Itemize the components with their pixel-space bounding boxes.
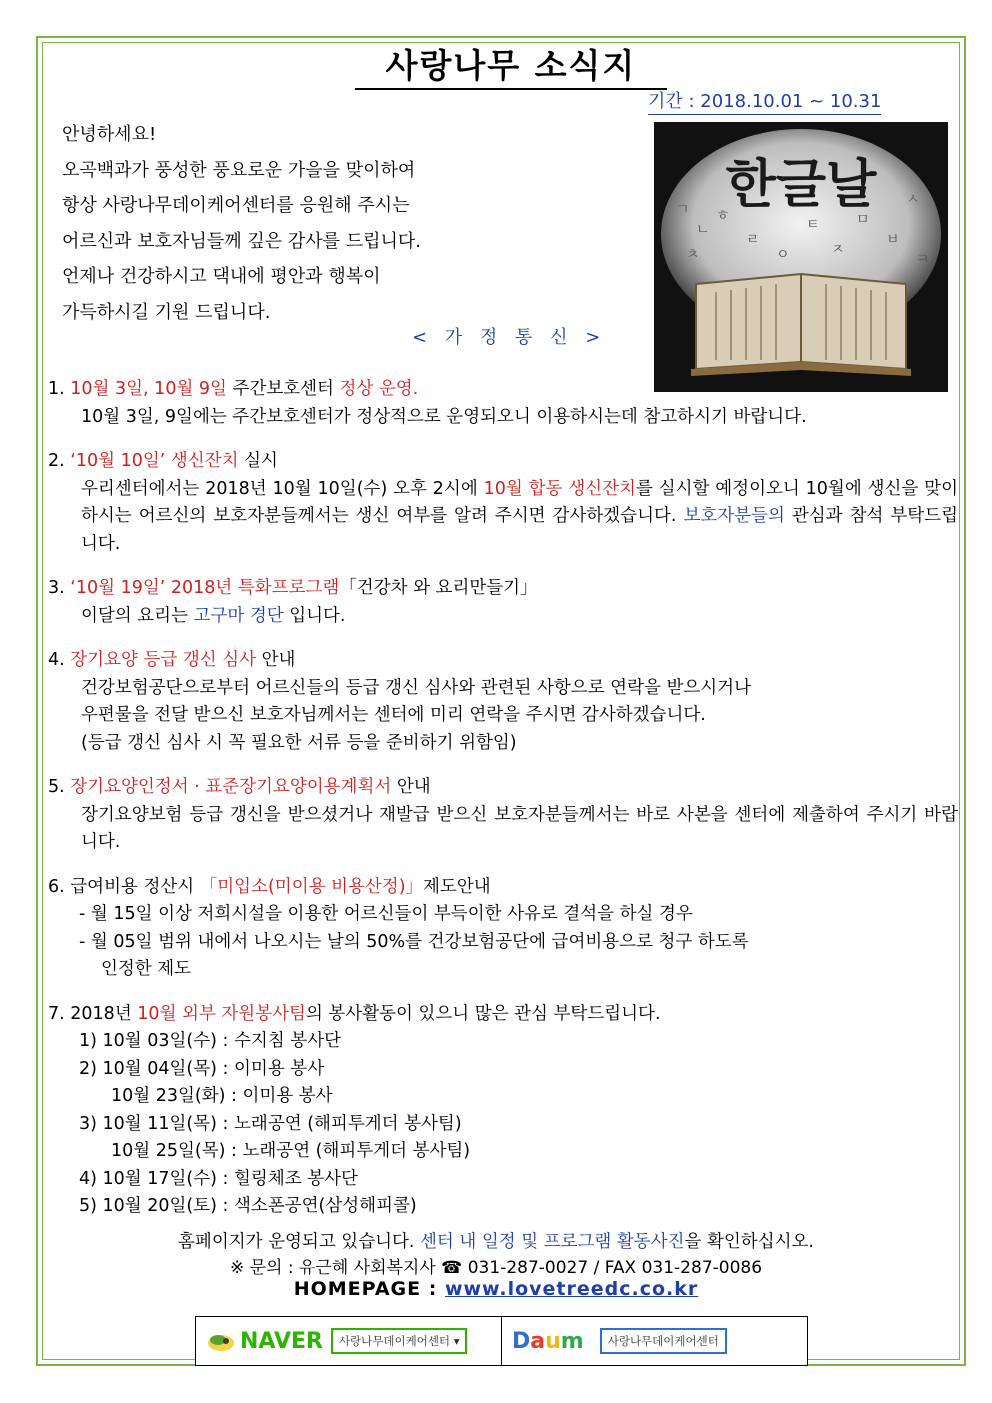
item-number: 5.	[48, 777, 65, 797]
schedule-row: 4) 10월 17일(수) : 힐링체조 봉사단	[79, 1168, 358, 1189]
item-body	[48, 603, 958, 631]
item-text: 의 봉사활동이 있으니 많은 관심 부탁드립니다.	[305, 1003, 661, 1024]
item-text: 를 실시할 예정이오니 10월에 생신을 맞이하시는 어르신의 보호자분들께서는 생신 여부를 알려 주시면 감사하겠습니다.	[81, 478, 958, 526]
item-highlight-blue: 보호자분들의	[683, 506, 785, 526]
notice-item-1	[48, 376, 958, 431]
naver-search-banner[interactable]	[196, 1317, 501, 1365]
item-highlight: 정상 운영.	[339, 379, 419, 399]
notice-item-7	[48, 1001, 958, 1221]
svg-text:ㅌ: ㅌ	[806, 217, 820, 233]
daum-search-banner[interactable]	[501, 1317, 807, 1365]
greeting-line: 항상 사랑나무데이케어센터를 응원해 주시는	[62, 195, 410, 216]
schedule-row: 10월 23일(화) : 이미용 봉사	[111, 1086, 333, 1106]
item-body-line: 우편물을 전달 받으신 보호자님께서는 센터에 미리 연락을 주시면 감사하겠습니다.	[81, 705, 706, 725]
item-highlight: ‘10월 10일’ 생신잔치	[70, 451, 239, 471]
schedule-row: 2) 10월 04일(목) : 이미용 봉사	[79, 1058, 325, 1079]
notice-item-6	[48, 874, 958, 984]
hangul-day-image	[654, 122, 948, 392]
svg-text:ㄹ: ㄹ	[746, 232, 760, 248]
search-banner	[195, 1316, 808, 1366]
notice-item-2	[48, 448, 958, 558]
item-dash-line: - 월 15일 이상 저희시설을 이용한 어르신들이 부득이한 사유로 결석을 하실 경우	[79, 904, 693, 924]
greeting-line: 오곡백과가 풍성한 풍요로운 가을을 맞이하여	[62, 159, 416, 181]
item-body: 10월 3일, 9일에는 주간보호센터가 정상적으로 운영되오니 이용하시는데 참고하시기 바랍니다.	[81, 406, 807, 427]
schedule-row: 1) 10월 03일(수) : 수지침 봉사단	[79, 1031, 342, 1051]
item-text: 급여비용 정산시	[70, 876, 200, 897]
homepage-line	[0, 1278, 992, 1300]
svg-text:ㅈ: ㅈ	[831, 242, 845, 258]
item-body-line: 건강보험공단으로부터 어르신들의 등급 갱신 심사와 관련된 사항으로 연락을 받으시거나	[81, 677, 751, 698]
item-dash-line: 인정한 제도	[101, 959, 192, 979]
hangul-day-text: 한글날	[725, 155, 877, 215]
greeting-line: 어르신과 보호자님들께 깊은 감사를 드립니다.	[62, 230, 421, 252]
leaf-icon	[206, 1328, 236, 1354]
item-highlight: 10월 3일, 10월 9일	[70, 379, 227, 399]
item-body	[48, 476, 958, 559]
greeting	[62, 117, 622, 330]
item-text: 안내	[391, 777, 431, 797]
svg-text:ㅎ: ㅎ	[716, 208, 730, 224]
item-highlight: ‘10월 19일’ 2018년 특화프로그램	[70, 578, 340, 598]
item-number: 1.	[48, 379, 65, 399]
homepage-notice	[0, 1228, 992, 1253]
item-text: 입니다.	[283, 605, 346, 626]
item-number: 7.	[48, 1003, 65, 1024]
item-number: 4.	[48, 650, 65, 670]
greeting-line: 가득하시길 기원 드립니다.	[62, 301, 271, 323]
notice-list	[48, 376, 958, 1238]
item-dash-line: - 월 05일 범위 내에서 나오시는 날의 50%를 건강보험공단에 급여비용으로 청구 하도록	[79, 931, 749, 952]
item-highlight: 장기요양 등급 갱신 심사	[70, 650, 257, 670]
svg-text:ㅂ: ㅂ	[886, 232, 900, 248]
homepage-link[interactable]: www.lovetreedc.co.kr	[444, 1278, 699, 1300]
naver-search-box[interactable]: 사랑나무데이케어센터 ▾	[331, 1328, 468, 1354]
greeting-line: 안녕하세요!	[62, 124, 157, 145]
notice-item-5	[48, 774, 958, 857]
item-highlight: 10월 외부 자원봉사팀	[137, 1003, 306, 1024]
contact-info: ※ 문의 : 유근혜 사회복지사 ☎ 031-287-0027 / FAX 031-287-0086	[229, 1258, 763, 1278]
item-text: 실시	[238, 451, 278, 471]
item-highlight: 「미입소(미이용 비용산정)」	[199, 876, 424, 897]
svg-text:ㄴ: ㄴ	[696, 222, 710, 238]
item-text: 주간보호센터	[226, 379, 340, 399]
schedule-row: 5) 10월 20일(토) : 색소폰공연(삼성해피콜)	[79, 1196, 417, 1216]
schedule-row: 3) 10월 11일(목) : 노래공연 (해피투게더 봉사팀)	[79, 1113, 462, 1134]
homepage-label: HOMEPAGE :	[293, 1278, 445, 1300]
homepage-notice-text: 을 확인하십시오.	[684, 1232, 814, 1252]
svg-text:ㅋ: ㅋ	[916, 252, 930, 268]
item-text: 관심과 참석 부탁드립니다.	[81, 506, 958, 554]
period-label: 기간 : 2018.10.01 ~ 10.31	[648, 90, 881, 115]
item-text: 「건강차 와 요리만들기」	[339, 578, 538, 598]
item-text: 제도안내	[423, 876, 491, 897]
hangul-book-illustration	[656, 124, 946, 390]
notice-item-4	[48, 647, 958, 757]
daum-logo: Daum	[512, 1328, 584, 1354]
svg-text:ㄱ: ㄱ	[676, 202, 690, 218]
item-number: 3.	[48, 578, 65, 598]
svg-text:ㅇ: ㅇ	[776, 247, 790, 263]
daum-search-box[interactable]: 사랑나무데이케어센터	[600, 1328, 727, 1354]
schedule-row: 10월 25일(목) : 노래공연 (해피투게더 봉사팀)	[111, 1141, 471, 1161]
item-number: 6.	[48, 876, 65, 897]
newsletter-title: 사랑나무 소식지	[355, 44, 667, 90]
homepage-notice-text: 홈페이지가 운영되고 있습니다.	[178, 1232, 421, 1252]
item-text: 이달의 요리는	[81, 605, 194, 626]
item-body: 장기요양보험 등급 갱신을 받으셨거나 재발급 받으신 보호자분들께서는 바로 사본을 센터에 제출하여 주시기 바랍니다.	[81, 804, 958, 852]
notice-item-3	[48, 575, 958, 630]
item-highlight: 10월 합동 생신잔치	[483, 478, 636, 499]
volunteer-schedule	[48, 1028, 958, 1221]
item-highlight: 장기요양인정서 · 표준장기요양이용계획서	[70, 777, 392, 797]
naver-logo: NAVER	[240, 1328, 323, 1354]
svg-text:ㅅ: ㅅ	[906, 192, 920, 208]
greeting-line: 언제나 건강하시고 댁내에 평안과 행복이	[62, 266, 381, 287]
item-body-line: (등급 갱신 심사 시 꼭 필요한 서류 등을 준비하기 위함임)	[81, 732, 517, 753]
family-heading: < 가 정 통 신 >	[412, 327, 607, 348]
item-highlight-blue: 고구마 경단	[193, 605, 284, 626]
homepage-notice-highlight: 센터 내 일정 및 프로그램 활동사진	[420, 1232, 685, 1252]
item-text: 안내	[256, 650, 296, 670]
svg-text:ㅊ: ㅊ	[686, 247, 700, 263]
item-number: 2.	[48, 451, 65, 471]
item-text: 2018년	[70, 1003, 138, 1024]
item-text: 우리센터에서는 2018년 10월 10일(수) 오후 2시에	[81, 478, 484, 499]
svg-text:ㅁ: ㅁ	[856, 212, 870, 228]
